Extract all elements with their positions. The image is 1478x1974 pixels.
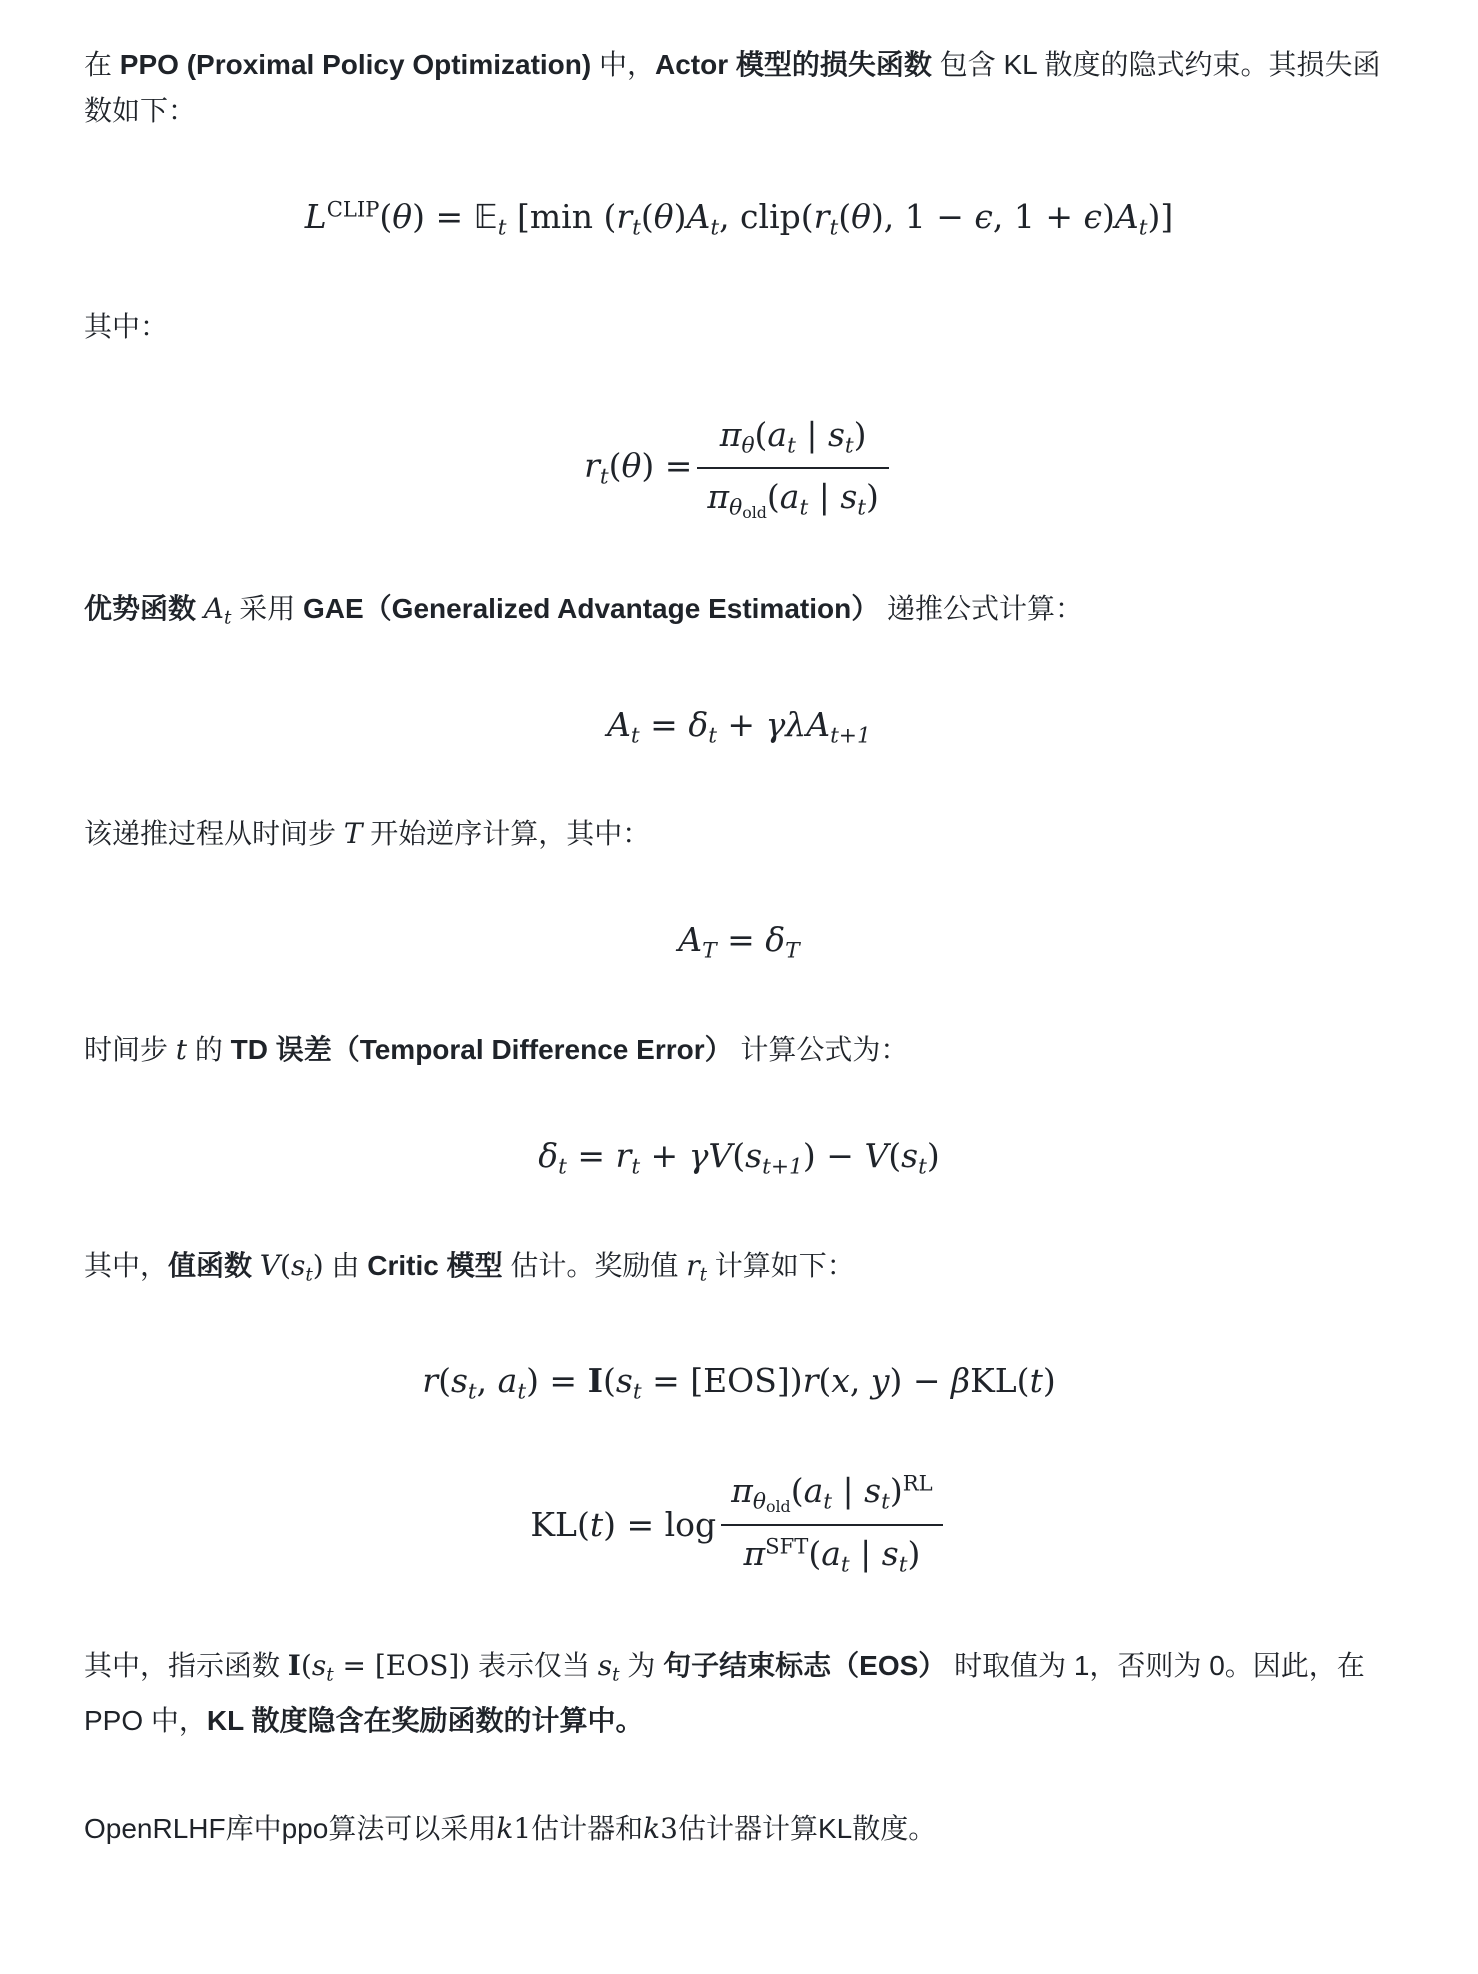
paragraph-openrlhf: OpenRLHF库中ppo算法可以采用k1估计器和k3估计器计算KL散度。 xyxy=(84,1812,937,1846)
formula-terminal-advantage: AT = δT xyxy=(678,920,800,964)
formula-ratio-row xyxy=(584,412,894,524)
paragraph-value-function: 其中，值函数 V(st) 由 Critic 模型 估计。奖励值 rt 计算如下： xyxy=(84,1248,855,1286)
fraction-kl-numerator: $\pi\theta_{old}(at$ | st)$^{RL}$ xyxy=(731,1470,933,1516)
formula-clip-objective: $L^{CLIP}(\theta)$ = 𝔼t [min (rt(θ)At, clip(rt(θ), 1 − ϵ, 1 + ϵ)At)] xyxy=(304,196,1174,241)
fraction-kl xyxy=(721,1468,942,1580)
formula-td-error: δt = rt + γV(st+1) − V(st) xyxy=(538,1136,940,1180)
paragraph-indicator-function: 其中，指示函数 I(st = [EOS]) 表示仅当 st 为 句子结束标志（EOS） 时取值为 1，否则为 0。因此，在 PPO 中，KL 散度隐含在奖励函数的计算中。 xyxy=(84,1648,1365,1737)
paragraph-td-error: 时间步 t 的 TD 误差（Temporal Difference Error） 计算公式为： xyxy=(84,1033,909,1067)
formula-reward: r(st, at) = I(st = [EOS])r(x, y) − βKL(t) xyxy=(422,1361,1056,1405)
paragraph-reverse-recursion: 该递推过程从时间步 T 开始逆序计算，其中： xyxy=(84,817,651,851)
formula-kl-row xyxy=(530,1468,947,1580)
paragraph-advantage-gae: 优势函数 At 采用 GAE（Generalized Advantage Estimation） 递推公式计算： xyxy=(84,592,1083,629)
formula-ratio-lhs: rt(θ) = xyxy=(584,446,693,490)
fraction-denominator: $\pi\theta_{old}(at$ | st) xyxy=(697,467,889,525)
paragraph-ppo-intro: 在 PPO (Proximal Policy Optimization) 中，Actor 模型的损失函数 包含 KL 散度的隐式约束。其损失函数如下： xyxy=(84,49,1381,126)
fraction-policy-ratio xyxy=(697,412,889,524)
formula-kl-lhs: KL(t) = log xyxy=(530,1504,717,1544)
fraction-kl-denominator: $\pi^{SFT}(at$ | st) xyxy=(721,1524,942,1581)
formula-kl-divergence xyxy=(84,1468,1394,1580)
paragraph-where-1: 其中： xyxy=(84,310,169,342)
formula-probability-ratio xyxy=(84,412,1394,524)
fraction-numerator: πθ(at | st) xyxy=(719,414,867,459)
formula-gae-recursion: At = δt + γλAt+1 xyxy=(607,704,871,749)
